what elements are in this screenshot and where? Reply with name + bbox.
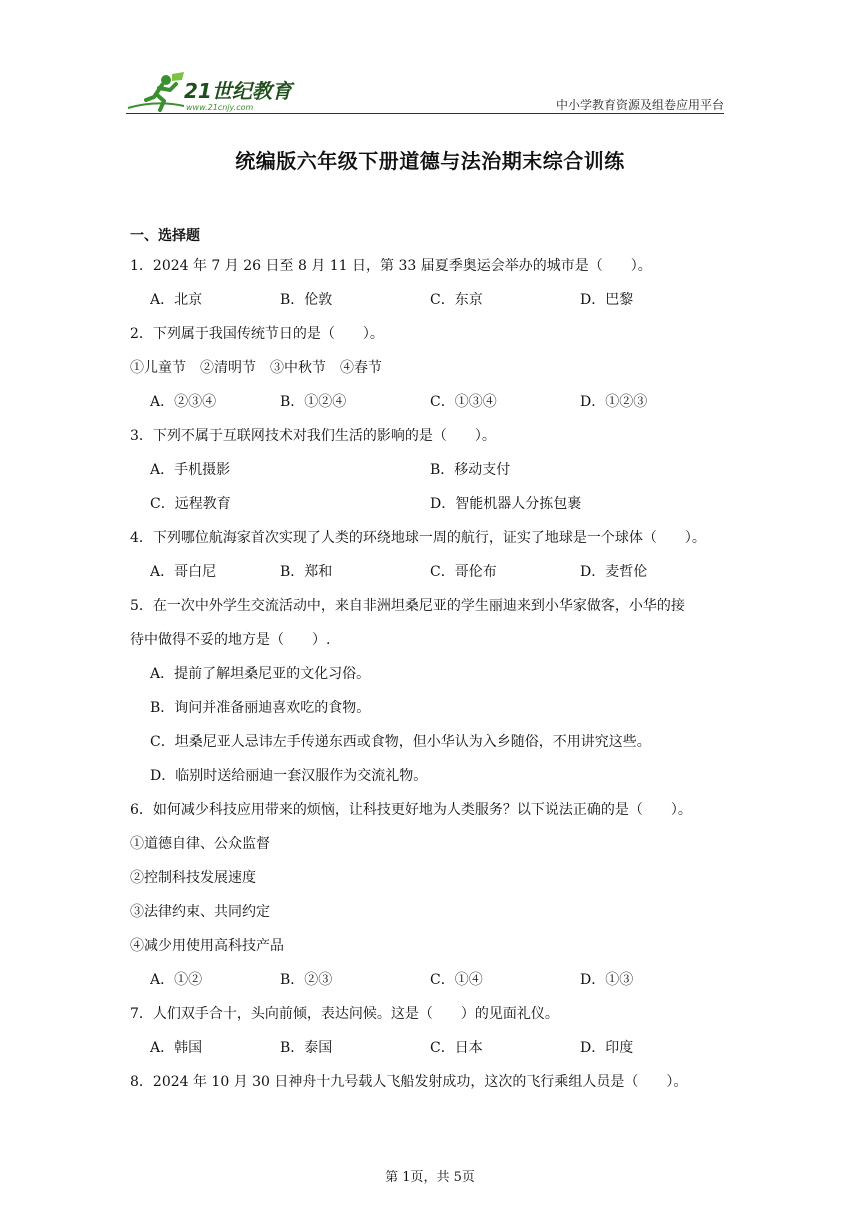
option-c: C．远程教育 — [150, 496, 231, 512]
question-6-options — [130, 970, 730, 1004]
option-a: A．韩国 — [150, 1040, 203, 1056]
option-a: A．北京 — [150, 292, 203, 308]
question-6-item-4: ④减少用使用高科技产品 — [130, 938, 284, 954]
question-6-item-1: ①道德自律、公众监督 — [130, 836, 270, 852]
page-number: 第 1页，共 5页 — [385, 1170, 475, 1185]
option-c: C．坦桑尼亚人忌讳左手传递东西或食物，但小华认为入乡随俗，不用讲究这些。 — [150, 734, 651, 750]
question-5-stem-line1: 5．在一次中外学生交流活动中，来自非洲坦桑尼亚的学生丽迪来到小华家做客，小华的接 — [130, 598, 685, 614]
option-d: D．①②③ — [580, 394, 648, 410]
question-5-stem-line2: 待中做得不妥的地方是（ ）. — [130, 632, 331, 648]
option-d: D．麦哲伦 — [580, 564, 648, 580]
option-a: A．手机摄影 — [150, 462, 231, 478]
site-logo — [126, 70, 296, 114]
option-a: A．①② — [150, 972, 203, 988]
question-4-stem: 4．下列哪位航海家首次实现了人类的环绕地球一周的航行，证实了地球是一个球体（ ）。 — [130, 530, 706, 546]
option-a: A．②③④ — [150, 394, 217, 410]
question-6-stem: 6．如何减少科技应用带来的烦恼，让科技更好地为人类服务？以下说法正确的是（ ）。 — [130, 802, 692, 818]
question-2-options — [130, 392, 730, 426]
option-d: D．印度 — [580, 1040, 634, 1056]
option-b: B．郑和 — [280, 564, 333, 580]
question-list — [130, 226, 730, 1106]
section-heading: 一、选择题 — [130, 228, 200, 244]
option-a: A．哥白尼 — [150, 564, 217, 580]
option-c: C．东京 — [430, 292, 483, 308]
option-b: B．②③ — [280, 972, 333, 988]
option-d: D．①③ — [580, 972, 634, 988]
question-3-options-row2 — [130, 494, 730, 528]
question-7-stem: 7．人们双手合十，头向前倾，表达问候。这是（ ）的见面礼仪。 — [130, 1006, 559, 1022]
option-b: B．伦敦 — [280, 292, 333, 308]
option-c: C．哥伦布 — [430, 564, 497, 580]
page-header — [126, 68, 724, 114]
option-d: D．临别时送给丽迪一套汉服作为交流礼物。 — [150, 768, 428, 784]
page-title: 统编版六年级下册道德与法治期末综合训练 — [235, 149, 625, 173]
question-1-stem: 1．2024 年 7 月 26 日至 8 月 11 日，第 33 届夏季奥运会举办的城市是（ ）。 — [130, 258, 652, 274]
option-c: C．①④ — [430, 972, 483, 988]
option-c: C．①③④ — [430, 394, 497, 410]
question-1-options — [130, 290, 730, 324]
platform-name: 中小学教育资源及组卷应用平台 — [555, 98, 724, 112]
option-b: B．移动支付 — [430, 462, 511, 478]
question-2-items: ①儿童节 ②清明节 ③中秋节 ④春节 — [130, 360, 382, 376]
option-a: A．提前了解坦桑尼亚的文化习俗。 — [150, 666, 371, 682]
question-7-options — [130, 1038, 730, 1072]
option-b: B．泰国 — [280, 1040, 333, 1056]
option-b: B．①②④ — [280, 394, 347, 410]
option-b: B．询问并准备丽迪喜欢吃的食物。 — [150, 700, 371, 716]
svg-text:21世纪教育: 21世纪教育 — [184, 79, 292, 103]
question-2-stem: 2．下列属于我国传统节日的是（ ）。 — [130, 326, 384, 342]
header-divider — [126, 113, 724, 114]
question-6-item-3: ③法律约束、共同约定 — [130, 904, 270, 920]
question-3-options-row1 — [130, 460, 730, 494]
option-d: D．巴黎 — [580, 292, 634, 308]
question-3-stem: 3．下列不属于互联网技术对我们生活的影响的是（ ）。 — [130, 428, 496, 444]
option-d: D．智能机器人分拣包裹 — [430, 496, 582, 512]
question-8-stem: 8．2024 年 10 月 30 日神舟十九号载人飞船发射成功，这次的飞行乘组人员是（ ）。 — [130, 1074, 688, 1090]
svg-text:www.21cnjy.com: www.21cnjy.com — [186, 103, 254, 112]
option-c: C．日本 — [430, 1040, 483, 1056]
question-6-item-2: ②控制科技发展速度 — [130, 870, 256, 886]
question-4-options — [130, 562, 730, 596]
